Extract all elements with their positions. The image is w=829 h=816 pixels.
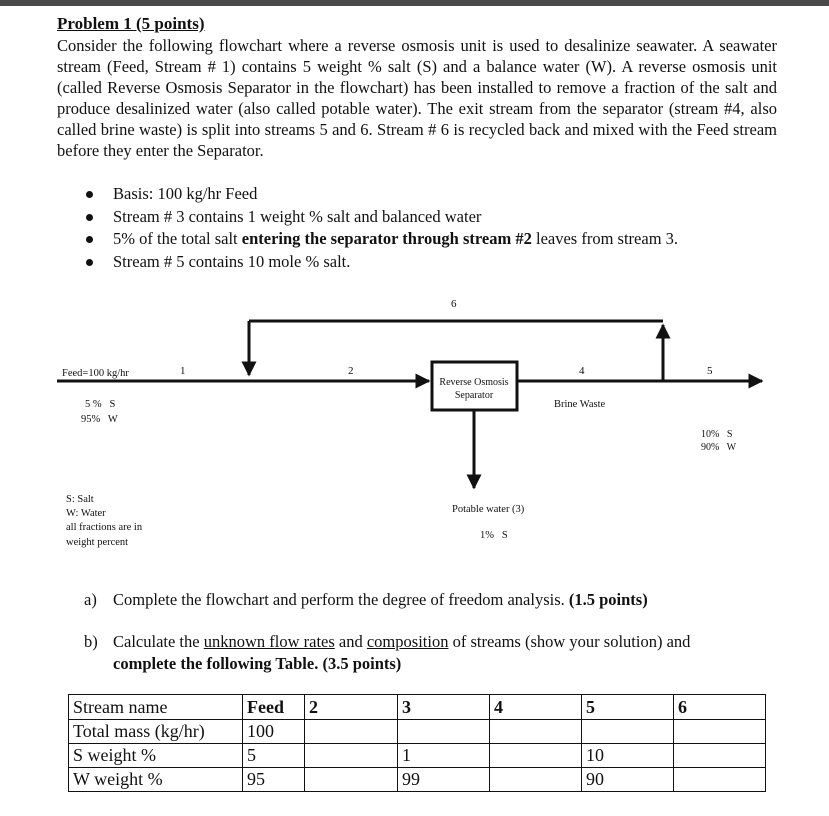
feed-label: Feed=100 kg/hr [62,368,129,379]
legend-water: W: Water [66,508,106,519]
problem-intro: Consider the following flowchart where a reverse osmosis unit is used to desalinize seawater. A seawater stream (Feed, Stream # 1) contains 5 weight % salt (S) and a balance water (W). A reverse osmosis unit (called Reverse Osmosis Separator in the flowchart) has been installed to remove a fraction of the salt and produce desalinized water (also called potable water). The exit stream from the separator (stream #4, also called brine waste) is split into streams 5 and 6. Stream # 6 is recycled back and mixed with the Feed stream before they enter the Separator. [57,36,777,160]
legend-note-1: all fractions are in [66,522,143,533]
table-row: W weight % 95 99 90 [69,768,766,792]
results-table [68,694,766,792]
potable-label: Potable water (3) [452,504,525,515]
stream-6-label: 6 [451,298,457,310]
list-item: Basis: 100 kg/hr Feed [84,183,678,206]
potable-salt: 1% S [480,530,508,541]
stream-4-label: 4 [579,365,585,377]
question-a-label: a) [84,590,97,609]
list-item: Stream # 3 contains 1 weight % salt and balanced water [84,206,678,229]
brine-label: Brine Waste [554,399,606,410]
list-item: 5% of the total salt entering the separator through stream #2 leaves from stream 3. [84,228,678,251]
table-row: Total mass (kg/hr) 100 [69,720,766,744]
question-b-label: b) [84,632,98,651]
legend-note-2: weight percent [66,537,129,548]
separator-label-2: Separator [454,390,494,401]
feed-salt: 5 % S [85,399,116,410]
question-b-line2: complete the following Table. (3.5 points) [113,654,402,673]
table-header-row: Stream name Feed 2 3 4 5 6 [69,695,766,720]
separator-label-1: Reverse Osmosis [439,377,509,388]
table-row: S weight % 5 1 10 [69,744,766,768]
outlet-salt: 10% S [701,429,733,440]
problem-title: Problem 1 (5 points) [57,14,205,33]
list-item: Stream # 5 contains 10 mole % salt. [84,251,678,274]
stream-1-label: 1 [180,365,186,377]
stream-2-label: 2 [348,365,354,377]
feed-water: 95% W [81,414,118,425]
outlet-water: 90% W [701,442,737,453]
stream-5-label: 5 [707,365,713,377]
legend-salt: S: Salt [66,494,94,505]
